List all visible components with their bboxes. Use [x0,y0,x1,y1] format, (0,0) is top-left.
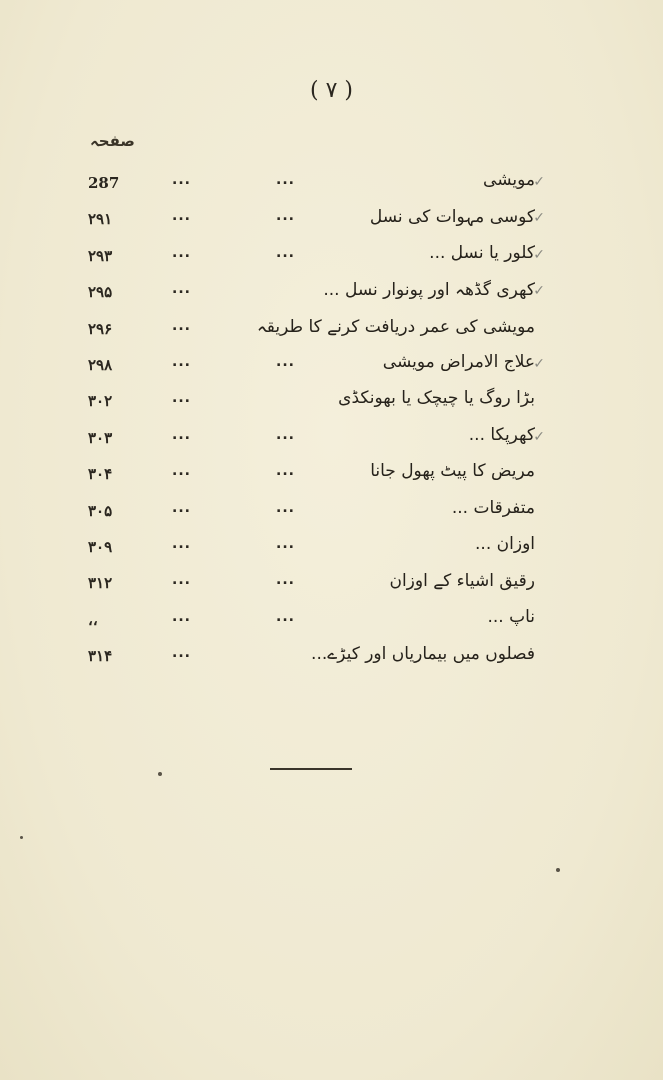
toc-leader-dots: ... [172,536,191,552]
toc-leader-dots: ... [276,572,295,589]
toc-page-number: ،، [88,610,98,629]
toc-leader-dots: ... [276,354,295,370]
toc-row [0,496,663,530]
toc-row [0,241,663,275]
toc-row [0,314,663,348]
toc-entry-title: مریض کا پیٹ پھول جانا [370,461,535,482]
toc-row [0,350,663,384]
toc-leader-dots: ... [172,317,191,334]
toc-leader-dots: ... [172,572,191,589]
toc-leader-dots: ... [276,463,295,480]
toc-leader-dots: ... [172,244,191,261]
toc-row [0,641,663,675]
toc-page-number: ۳۰۵ [88,501,113,520]
toc-page-number: ۳۰۳ [88,428,113,447]
pencil-checkmark-icon: ✓ [533,283,545,300]
toc-page-number: ۲۹۶ [88,319,113,338]
toc-entry-title: کلور یا نسل ... [429,242,535,263]
toc-entry-title: مویشی [483,170,535,190]
toc-leader-dots: ... [172,463,191,480]
paper-speck [556,868,560,872]
toc-row [0,277,663,311]
toc-row [0,605,663,639]
toc-page-number: ۳۱۴ [88,647,113,666]
toc-page-number: ۳۰۴ [88,465,113,484]
toc-leader-dots: ... [172,390,191,407]
toc-page-number: ۲۹۳ [88,246,113,265]
toc-page-number: ۳۰۲ [88,392,113,411]
toc-page-number: ۲۹۸ [88,356,113,374]
pencil-checkmark-icon: ✓ [533,174,545,190]
toc-leader-dots: ... [276,244,295,261]
toc-row [0,386,663,420]
toc-entry-title: مویشی کی عمر دریافت کرنے کا طریقہ [256,316,535,337]
toc-leader-dots: ... [276,608,295,625]
toc-row [0,423,663,457]
pencil-checkmark-icon: ✓ [533,428,545,445]
toc-page-number: 287 [88,174,120,192]
toc-row [0,568,663,602]
toc-page-number: ۲۹۵ [88,283,113,302]
pencil-checkmark-icon: ✓ [533,356,545,372]
toc-entry-title: اوزان ... [475,534,535,554]
toc-leader-dots: ... [276,536,295,552]
toc-leader-dots: ... [276,208,295,225]
toc-entry-title: ناپ ... [487,606,535,627]
toc-page-number: ۲۹۱ [88,210,113,229]
toc-leader-dots: ... [276,172,295,188]
paper-speck [20,836,23,839]
pencil-checkmark-icon: ✓ [533,246,545,263]
page-column-header: صفحہ [90,132,135,150]
toc-entry-title: فصلوں میں بیماریاں اور کیڑے... [311,644,535,665]
toc-entry-title: علاج الامراض مویشی [382,352,535,372]
paper-speck [158,772,162,776]
toc-entry-title: متفرقات ... [451,497,535,518]
toc-row [0,459,663,493]
toc-page-number: ۳۰۹ [88,538,113,556]
pencil-checkmark-icon: ✓ [533,210,545,227]
toc-entry-title: کوسی مہوات کی نسل [369,207,535,228]
toc-page-number: ۳۱۲ [88,574,113,593]
closing-rule [270,768,352,770]
toc-leader-dots: ... [172,354,191,370]
toc-entry-title: کھرپکا ... [468,424,535,445]
toc-leader-dots: ... [172,426,191,443]
toc-leader-dots: ... [172,645,191,662]
toc-leader-dots: ... [172,208,191,225]
toc-leader-dots: ... [172,608,191,625]
toc-row [0,204,663,238]
toc-entry-title: رقیق اشیاء کے اوزان [389,571,535,592]
toc-leader-dots: ... [172,281,191,298]
toc-entry-title: بڑا روگ یا چیچک یا بھونکڈی [338,388,535,409]
toc-leader-dots: ... [276,426,295,443]
toc-leader-dots: ... [276,499,295,516]
toc-leader-dots: ... [172,172,191,188]
toc-leader-dots: ... [172,499,191,516]
page-number: ( ٧ ) [310,78,353,103]
toc-entry-title: کھری گڈھہ اور پونوار نسل ... [323,280,535,301]
toc-row [0,168,663,202]
toc-row [0,532,663,566]
